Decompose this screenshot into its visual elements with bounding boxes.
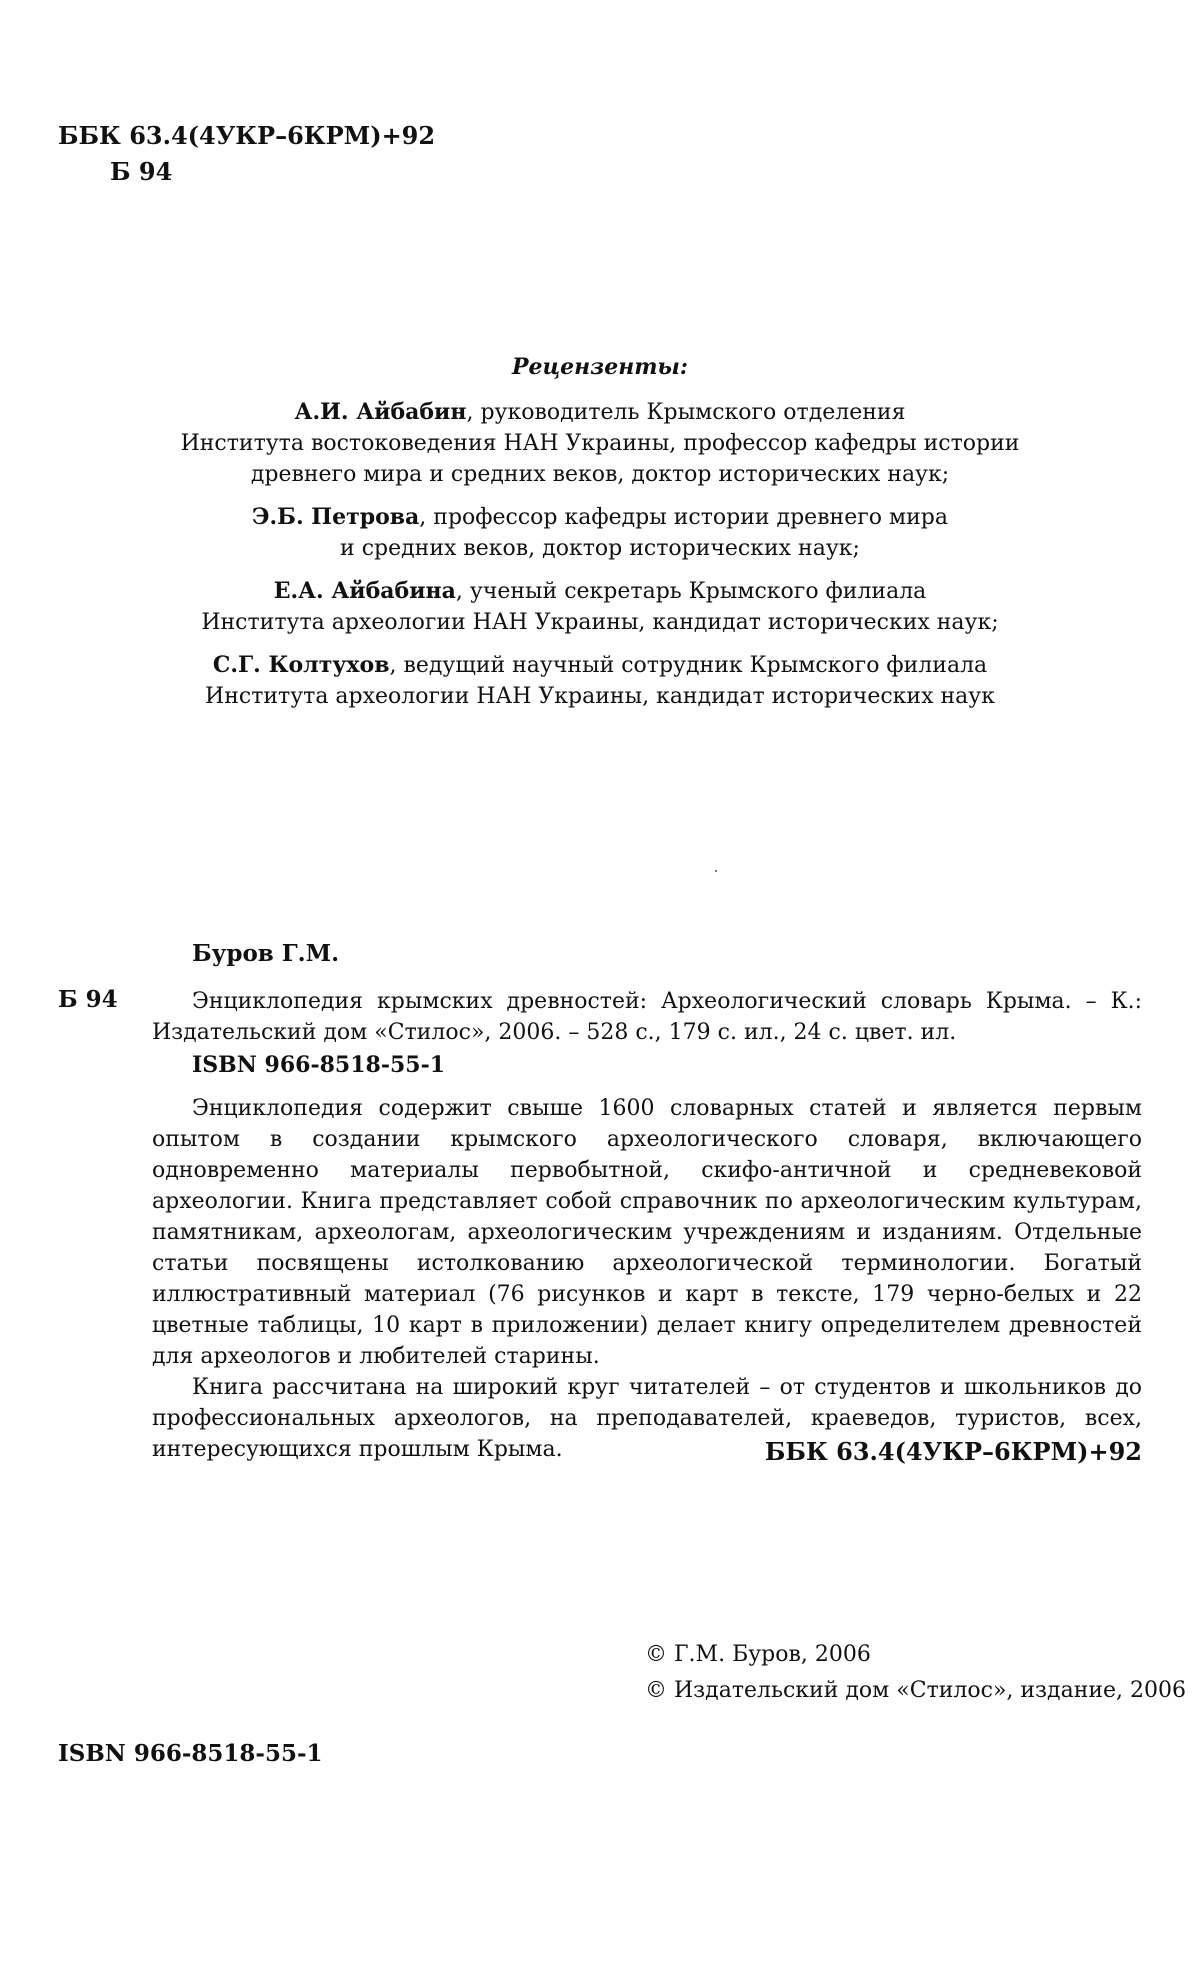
annotation: [152, 1093, 1142, 1465]
reviewer-line: Института археологии НАН Украины, кандидат исторических наук;: [201, 610, 999, 635]
reviewers-heading: Рецензенты:: [511, 354, 689, 380]
reviewer-desc: , руководитель Крымского отделения: [466, 400, 906, 425]
reviewer-4: [180, 650, 1020, 712]
reviewers-block: [180, 352, 1020, 724]
copyright-publisher: © Издательский дом «Стилос», издание, 2006: [645, 1678, 1187, 1703]
reviewer-desc: , ученый секретарь Крымского филиала: [455, 579, 927, 604]
isbn-footer: ISBN 966-8518-55-1: [58, 1740, 323, 1767]
catalog-isbn: ISBN 966-8518-55-1: [192, 1052, 446, 1078]
copyright-author: © Г.М. Буров, 2006: [645, 1642, 871, 1667]
annotation-paragraph: Энциклопедия содержит свыше 1600 словарных статей и является первым опытом в создании крымского археологического словаря, включающего одновременно материалы первобытной, скифо-античной и средневековой археологии. Книга представляет собой справочник по археологическим культурам, памятникам, археологам, археологическим учреждениям и изданиям. Отдельные статьи посвящены истолкованию археологической терминологии. Богатый иллюстративный материал (76 рисунков и карт в тексте, 179 черно-белых и 22 цветные таблицы, 10 карт в приложении) делает книгу определителем древностей для археологов и любителей старины.: [152, 1096, 1142, 1369]
bbk-header: [58, 118, 435, 190]
reviewer-name: Е.А. Айбабина: [273, 578, 456, 604]
reviewer-name: А.И. Айбабин: [294, 399, 467, 425]
catalog-mark: Б 94: [58, 986, 118, 1013]
copyright-block: [645, 1637, 1186, 1709]
reviewer-line: Института археологии НАН Украины, кандидат исторических наук: [205, 684, 995, 709]
bbk-code-top: ББК 63.4(4УКР–6КРМ)+92: [58, 121, 436, 150]
reviewer-name: Э.Б. Петрова: [252, 504, 420, 530]
scan-speck: [715, 870, 717, 872]
author-mark-top: Б 94: [110, 157, 173, 186]
reviewer-line: Института востоковедения НАН Украины, профессор кафедры истории: [180, 431, 1020, 456]
reviewer-desc: , ведущий научный сотрудник Крымского филиала: [389, 653, 988, 678]
reviewer-3: [180, 576, 1020, 638]
annotation-paragraph: Книга рассчитана на широкий круг читателей – от студентов и школьников до профессиональных археологов, на преподавателей, краеведов, туристов, всех, интересующихся прошлым Крыма.: [152, 1375, 1142, 1462]
bbk-code-bottom: ББК 63.4(4УКР–6КРМ)+92: [764, 1437, 1142, 1466]
reviewer-1: [180, 397, 1020, 490]
reviewer-2: [180, 502, 1020, 564]
reviewer-line: и средних веков, доктор исторических наук;: [340, 536, 860, 561]
bibliographic-description: Энциклопедия крымских древностей: Археологический словарь Крыма. – К.: Издательский дом «Стилос», 2006. – 528 с., 179 с. ил., 24 с. цвет. ил.: [152, 989, 1142, 1045]
reviewer-desc: , профессор кафедры истории древнего мира: [419, 505, 948, 530]
reviewer-line: древнего мира и средних веков, доктор исторических наук;: [250, 462, 950, 487]
catalog-author: Буров Г.М.: [192, 940, 340, 967]
reviewer-name: С.Г. Колтухов: [212, 652, 390, 678]
